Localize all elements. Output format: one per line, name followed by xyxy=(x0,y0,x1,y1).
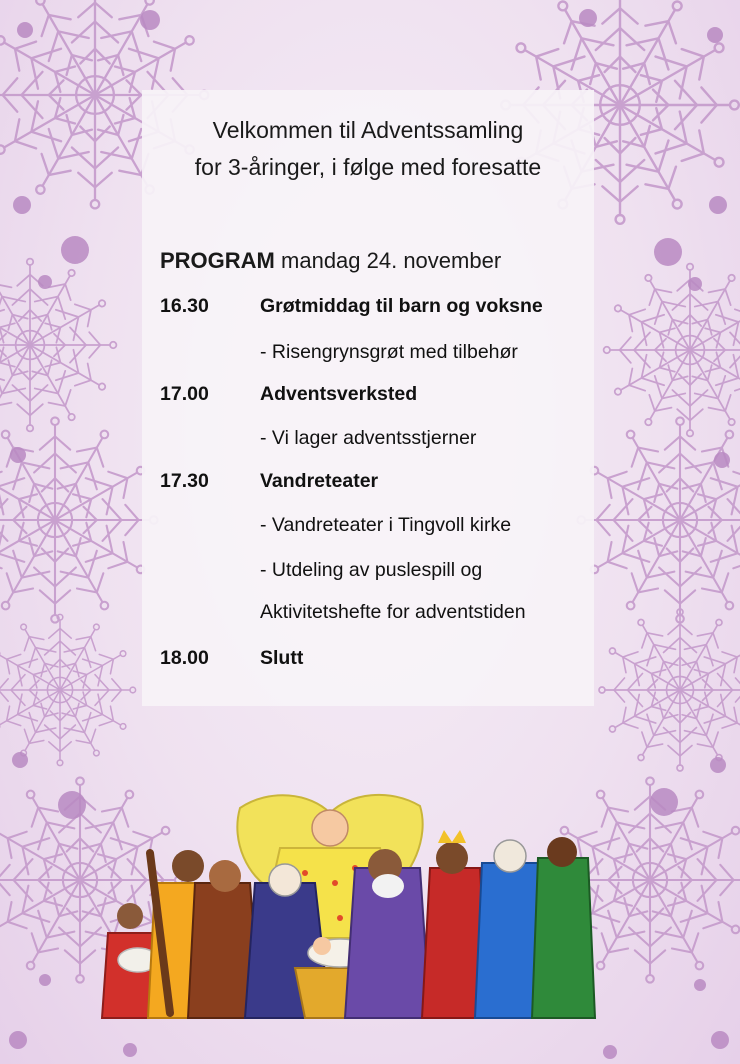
schedule-detail: - Vandreteater i Tingvoll kirke xyxy=(260,514,512,536)
schedule-event: Grøtmiddag til barn og voksne xyxy=(260,295,543,317)
schedule-detail: Aktivitetshefte for adventstiden xyxy=(260,601,526,623)
page-title xyxy=(142,112,594,186)
schedule-event: Vandreteater xyxy=(260,470,379,492)
program-label: PROGRAM xyxy=(160,248,275,273)
schedule-time: 16.30 xyxy=(160,295,209,317)
snowflake-icon xyxy=(599,609,740,771)
title-line-2: for 3-åringer, i følge med foresatte xyxy=(194,154,542,180)
nativity-puzzle-image xyxy=(100,788,600,1028)
schedule-detail: - Risengrynsgrøt med tilbehør xyxy=(260,341,518,363)
schedule-event: Adventsverksted xyxy=(260,383,418,405)
snowflake-icon xyxy=(0,259,116,432)
schedule-time: 17.30 xyxy=(160,470,209,492)
schedule-detail: - Utdeling av puslespill og xyxy=(260,559,483,581)
snowflake-icon xyxy=(577,417,740,622)
schedule-time: 17.00 xyxy=(160,383,209,405)
schedule-detail: - Vi lager adventsstjerner xyxy=(260,427,477,449)
title-line-1: Velkommen til Adventssamling xyxy=(212,117,524,143)
snowflake-icon xyxy=(604,264,740,437)
snowflake-icon xyxy=(0,614,136,765)
schedule-event: Slutt xyxy=(260,647,304,669)
program-heading xyxy=(160,248,501,274)
program-date: mandag 24. november xyxy=(281,248,502,273)
schedule-time: 18.00 xyxy=(160,647,209,669)
snowflake-icon xyxy=(0,417,158,622)
